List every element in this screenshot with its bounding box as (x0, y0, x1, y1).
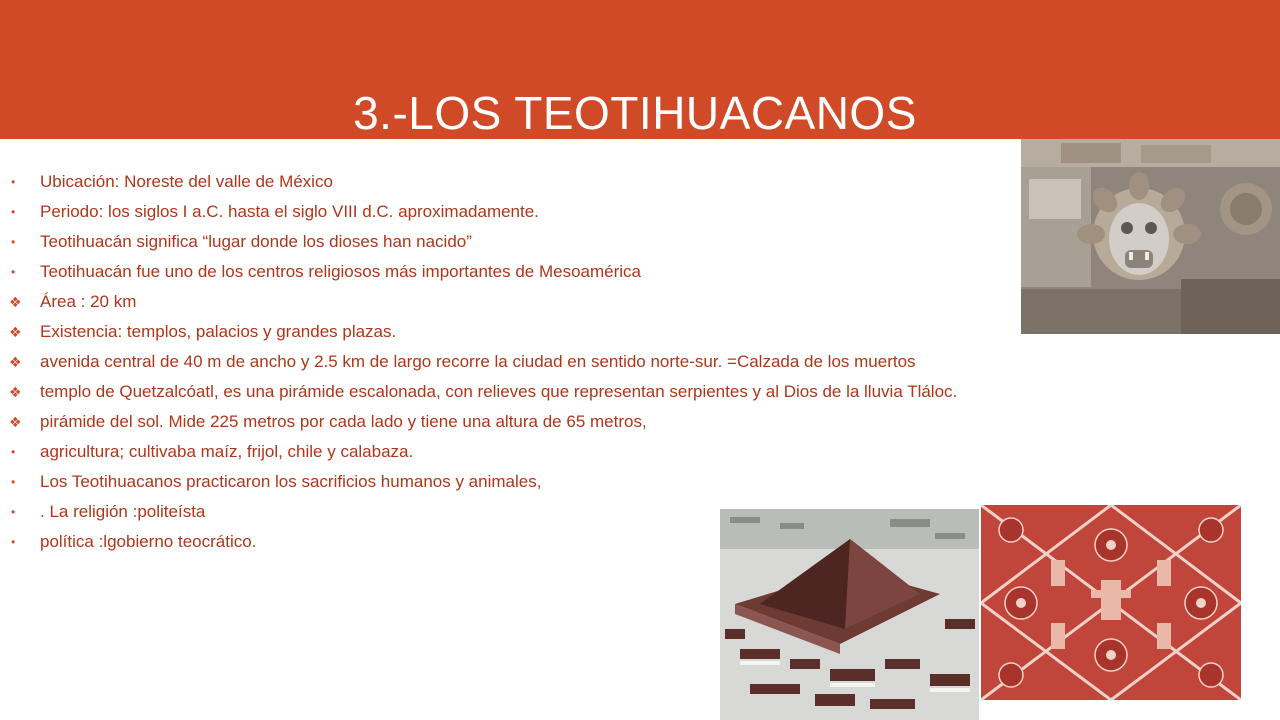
dot-bullet-icon: • (11, 205, 16, 219)
diamond-bullet-icon: ❖ (9, 354, 22, 370)
dot-bullet-icon: • (11, 475, 16, 489)
diamond-bullet-icon: ❖ (9, 384, 22, 400)
pyramid-model-photo (720, 509, 979, 720)
bullet-text: Periodo: los siglos I a.C. hasta el siglo VIII d.C. aproximadamente. (40, 202, 539, 221)
bullet-text: Los Teotihuacanos practicaron los sacrificios humanos y animales, (40, 472, 542, 491)
red-mural-photo (981, 505, 1241, 700)
pyramid-model-photo (720, 509, 979, 720)
bullet-item (0, 407, 1280, 437)
bullet-text: agricultura; cultivaba maíz, frijol, chile y calabaza. (40, 442, 414, 461)
bullet-text: política :lgobierno teocrático. (40, 532, 257, 551)
dot-bullet-icon: • (11, 265, 16, 279)
diamond-bullet-icon: ❖ (9, 324, 22, 340)
serpent-head-sculpture-photo (1021, 139, 1280, 334)
diamond-bullet-icon: ❖ (9, 294, 22, 310)
bullet-item (0, 467, 1280, 497)
bullet-text: . La religión :politeísta (40, 502, 206, 521)
bullet-text: Teotihuacán fue uno de los centros religiosos más importantes de Mesoamérica (40, 262, 641, 281)
dot-bullet-icon: • (11, 505, 16, 519)
bullet-item (0, 377, 1280, 407)
bullet-text: pirámide del sol. Mide 225 metros por cada lado y tiene una altura de 65 metros, (40, 412, 647, 431)
dot-bullet-icon: • (11, 445, 16, 459)
bullet-text: Existencia: templos, palacios y grandes plazas. (40, 322, 397, 341)
dot-bullet-icon: • (11, 235, 16, 249)
bullet-text: Teotihuacán significa “lugar donde los dioses han nacido” (40, 232, 472, 251)
bullet-item (0, 437, 1280, 467)
bullet-item (0, 347, 1280, 377)
red-mural-photo (981, 505, 1241, 700)
serpent-head-photo (1021, 139, 1280, 334)
bullet-text: Área : 20 km (40, 292, 137, 311)
bullet-text: Ubicación: Noreste del valle de México (40, 172, 333, 191)
slide-title: 3.-LOS TEOTIHUACANOS (353, 87, 917, 139)
dot-bullet-icon: • (11, 175, 16, 189)
diamond-bullet-icon: ❖ (9, 414, 22, 430)
dot-bullet-icon: • (11, 535, 16, 549)
bullet-text: avenida central de 40 m de ancho y 2.5 km de largo recorre la ciudad en sentido norte-sur. =Calzada de los muertos (40, 352, 916, 371)
bullet-text: templo de Quetzalcóatl, es una pirámide escalonada, con relieves que representan serpientes y al Dios de la lluvia Tláloc. (40, 382, 958, 401)
